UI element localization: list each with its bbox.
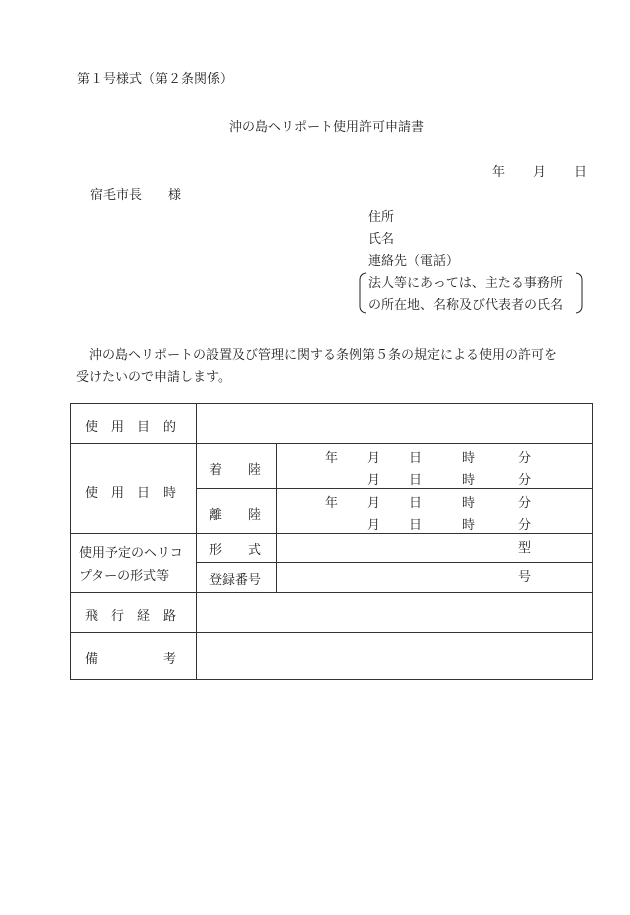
route-label-cell bbox=[71, 593, 197, 633]
purpose-label: 使 用 目 的 bbox=[85, 420, 177, 435]
takeoff-label-cell bbox=[197, 489, 277, 534]
reg-label: 登録番号 bbox=[209, 573, 262, 588]
takeoff-minute2-unit: 分 bbox=[518, 518, 532, 533]
takeoff-value[interactable] bbox=[277, 489, 593, 534]
landing-minute-unit: 分 bbox=[518, 451, 532, 466]
model-value[interactable] bbox=[277, 534, 593, 563]
left-brace-icon bbox=[358, 272, 368, 314]
remarks-label-cell bbox=[71, 633, 197, 680]
takeoff-hour2-unit: 時 bbox=[462, 518, 476, 533]
takeoff-hour-unit: 時 bbox=[462, 496, 476, 511]
takeoff-month2-unit: 月 bbox=[367, 518, 381, 533]
model-unit: 型 bbox=[518, 541, 532, 556]
remarks-value[interactable] bbox=[197, 633, 593, 680]
body-text-line2: 受けたいので申請します。 bbox=[76, 370, 231, 385]
datetime-label-cell bbox=[71, 444, 197, 534]
landing-label-cell bbox=[197, 444, 277, 489]
right-brace-icon bbox=[574, 272, 584, 314]
form-number: 第１号様式（第２条関係） bbox=[77, 72, 234, 87]
landing-year-unit: 年 bbox=[325, 451, 339, 466]
purpose-value[interactable] bbox=[197, 404, 593, 444]
model-label: 形 式 bbox=[209, 543, 262, 558]
landing-minute2-unit: 分 bbox=[518, 473, 532, 488]
takeoff-year-unit: 年 bbox=[325, 496, 339, 511]
heli-label-line1: 使用予定のヘリコ bbox=[79, 546, 183, 561]
reg-label-cell bbox=[197, 563, 277, 593]
heli-label-line2: プターの形式等 bbox=[79, 569, 170, 584]
reg-unit: 号 bbox=[518, 570, 532, 585]
takeoff-minute-unit: 分 bbox=[518, 496, 532, 511]
document-title: 沖の島ヘリポート使用許可申請書 bbox=[229, 120, 425, 135]
date-day: 日 bbox=[574, 165, 588, 180]
takeoff-day2-unit: 日 bbox=[409, 518, 423, 533]
landing-label: 着 陸 bbox=[209, 463, 262, 478]
body-text-line1: 沖の島ヘリポートの設置及び管理に関する条例第５条の規定による使用の許可を bbox=[76, 348, 558, 363]
contact-label: 連絡先（電話） bbox=[368, 254, 460, 269]
date-month: 月 bbox=[533, 165, 547, 180]
landing-hour-unit: 時 bbox=[462, 451, 476, 466]
datetime-label: 使 用 日 時 bbox=[85, 486, 177, 501]
takeoff-day-unit: 日 bbox=[409, 496, 423, 511]
reg-value[interactable] bbox=[277, 563, 593, 593]
heli-label-cell bbox=[71, 534, 197, 593]
route-label: 飛 行 経 路 bbox=[85, 609, 177, 624]
address-label: 住所 bbox=[368, 210, 395, 225]
landing-month2-unit: 月 bbox=[367, 473, 381, 488]
takeoff-label: 離 陸 bbox=[209, 508, 262, 523]
date-year: 年 bbox=[492, 165, 506, 180]
addressee: 宿毛市長 様 bbox=[90, 188, 182, 203]
landing-hour2-unit: 時 bbox=[462, 473, 476, 488]
model-label-cell bbox=[197, 534, 277, 563]
landing-day-unit: 日 bbox=[409, 451, 423, 466]
landing-day2-unit: 日 bbox=[409, 473, 423, 488]
purpose-label-cell bbox=[71, 404, 197, 444]
application-table bbox=[70, 403, 593, 680]
route-value[interactable] bbox=[197, 593, 593, 633]
landing-month-unit: 月 bbox=[367, 451, 381, 466]
corp-note-line2: の所在地、名称及び代表者の氏名 bbox=[368, 298, 564, 313]
name-label: 氏名 bbox=[368, 232, 395, 247]
corp-note-line1: 法人等にあっては、主たる事務所 bbox=[368, 276, 563, 291]
landing-value[interactable] bbox=[277, 444, 593, 489]
remarks-label: 備 考 bbox=[85, 652, 177, 667]
takeoff-month-unit: 月 bbox=[367, 496, 381, 511]
